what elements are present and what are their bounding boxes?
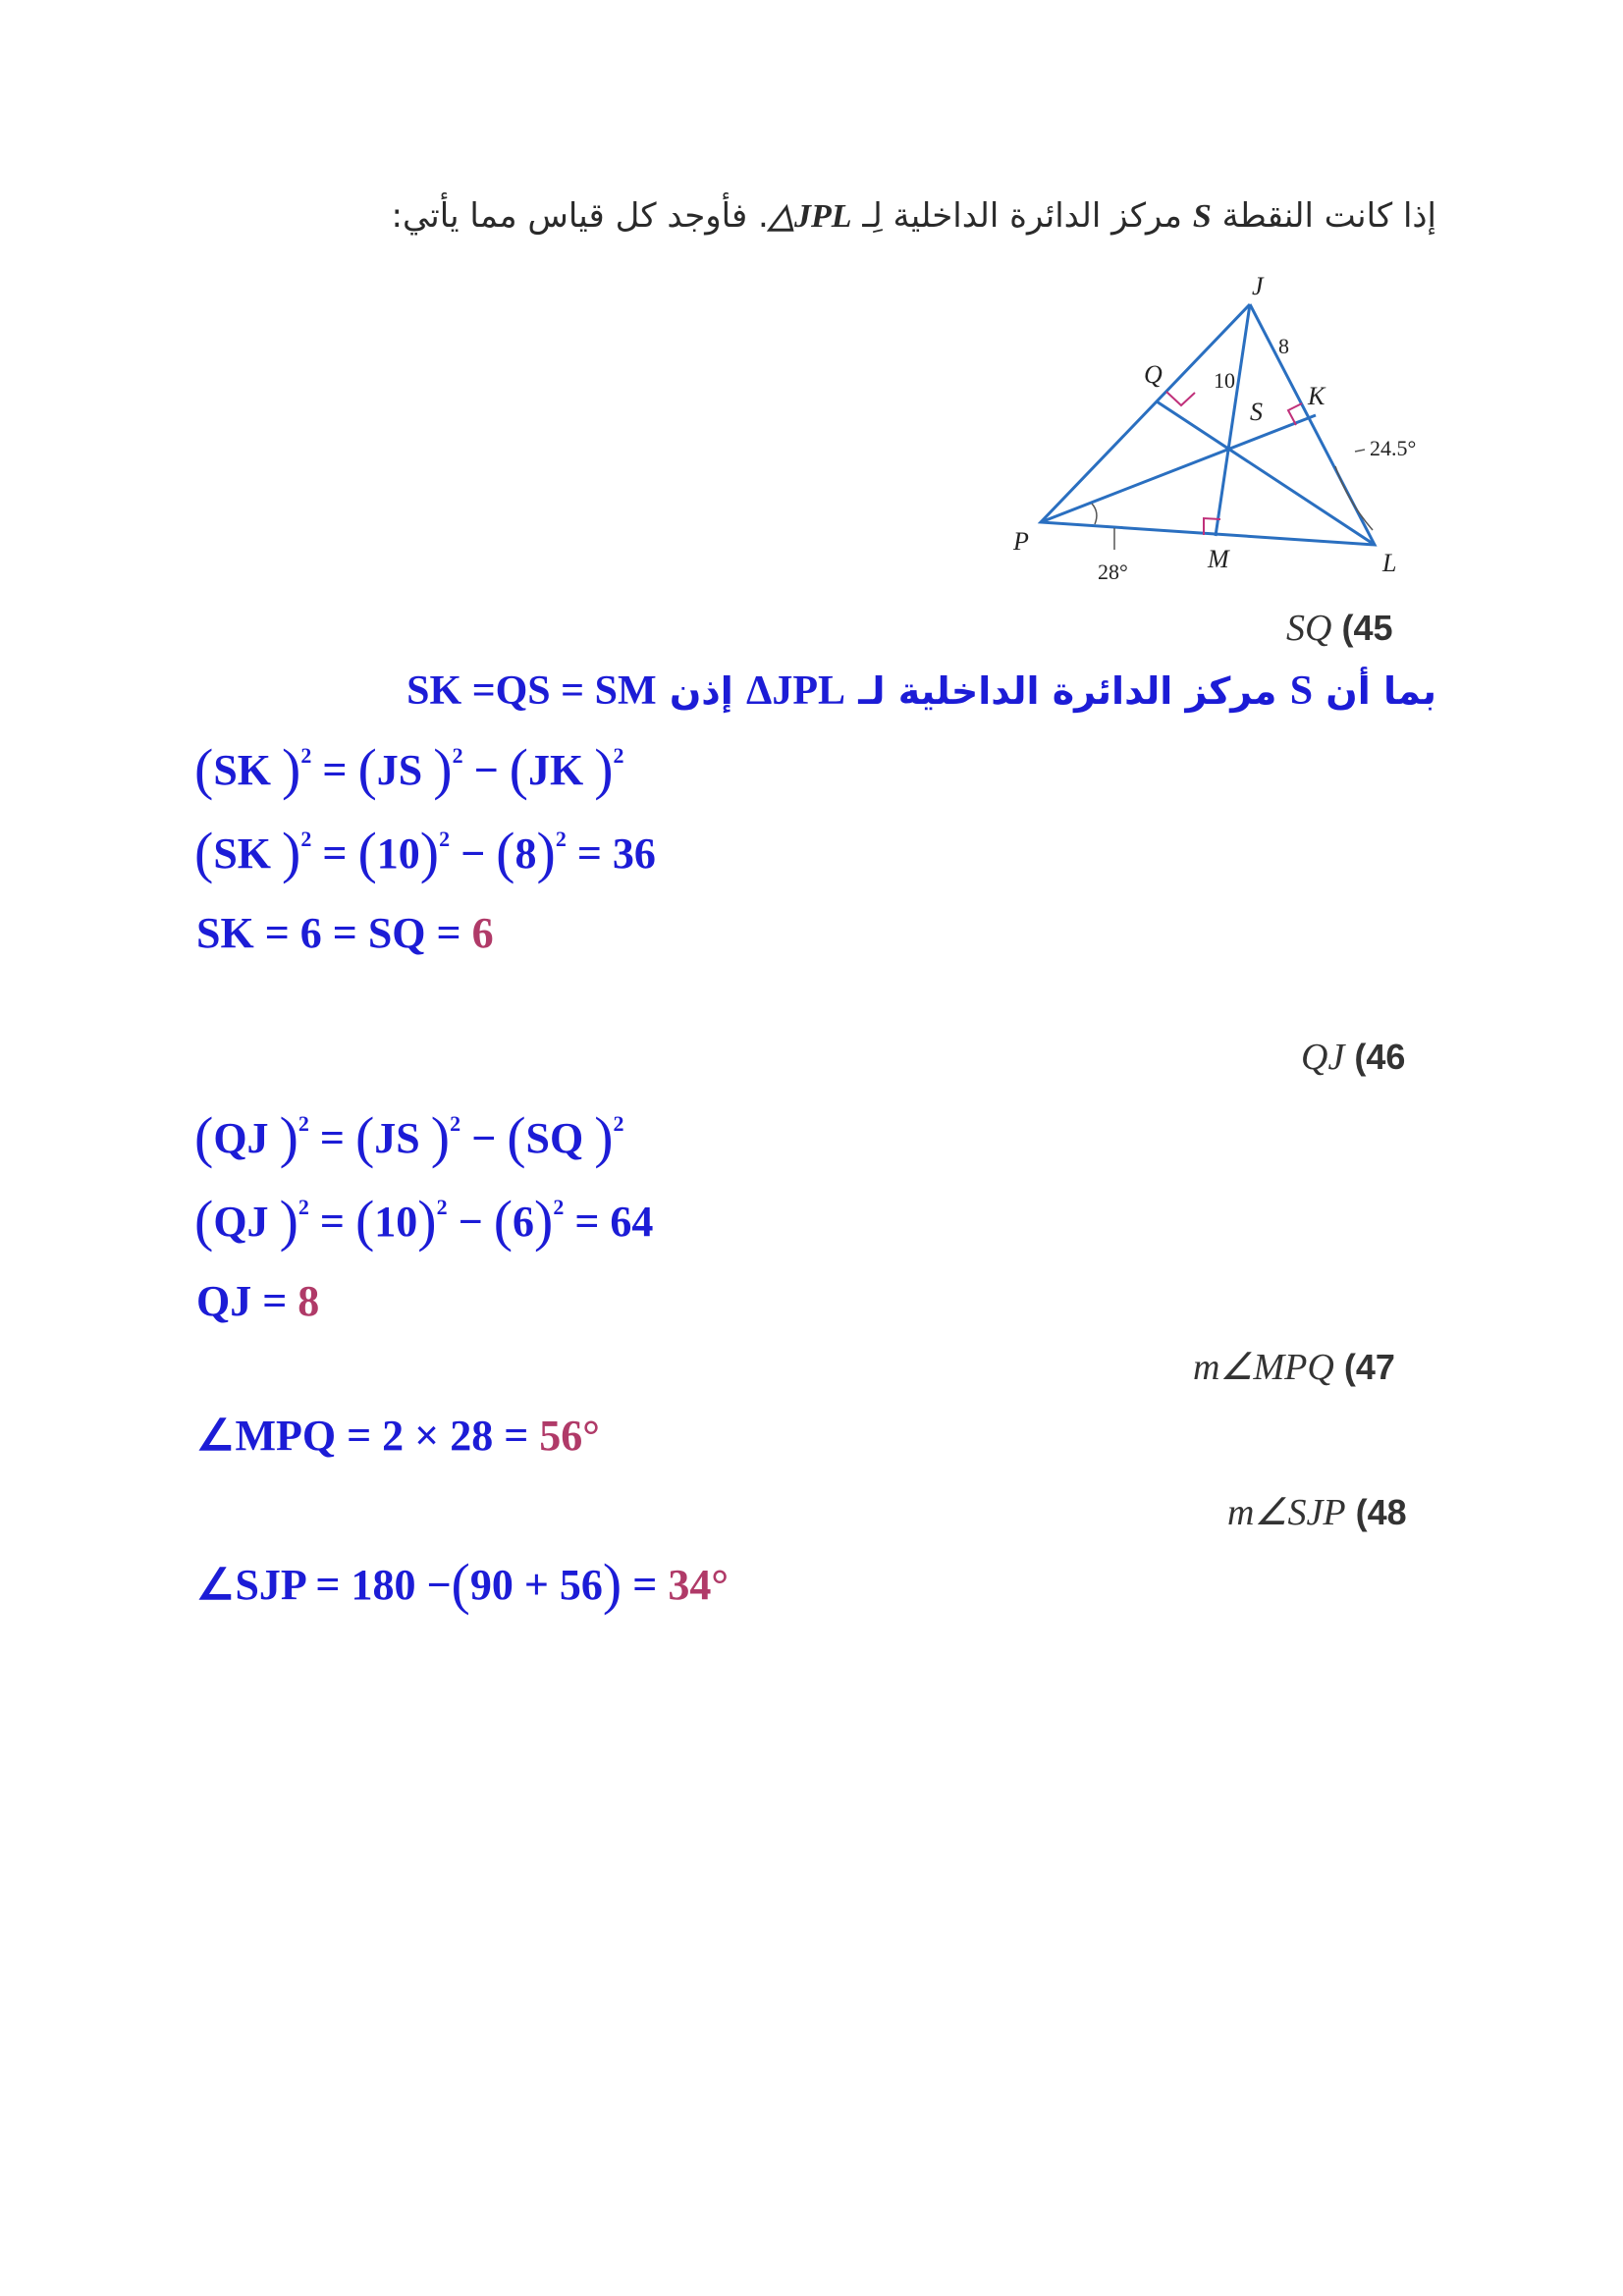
q48-work-a: ∠SJP = 180 − — [196, 1561, 452, 1609]
q46-l1-c: SQ — [525, 1114, 584, 1162]
q46-line-3 — [196, 1276, 319, 1326]
q45-label — [1286, 607, 1393, 650]
exp: 2 — [300, 827, 312, 851]
q48-target: m∠SJP — [1227, 1492, 1346, 1533]
q45-l1-a: SK — [213, 746, 272, 794]
q48-label — [1227, 1490, 1407, 1534]
arc-l — [1335, 466, 1373, 530]
measure-jk: 8 — [1278, 334, 1289, 358]
q48-work-c: = — [632, 1561, 658, 1609]
q45-line-1: (SK )$^2$ = (JS )$^2$ − (JK )$^2$ — [194, 737, 624, 801]
q46-l2-b: 10 — [374, 1198, 418, 1246]
q48-number: (48 — [1355, 1492, 1407, 1532]
measure-angle-p: 28° — [1098, 560, 1128, 584]
measure-angle-l: 24.5° — [1370, 436, 1417, 460]
q48-work-b: 90 + 56 — [469, 1561, 603, 1609]
q47-work-text: ∠MPQ = 2 × 28 = — [196, 1412, 529, 1460]
q47-target: m∠MPQ — [1193, 1347, 1334, 1388]
triangle-outline — [1041, 304, 1375, 545]
q46-number: (46 — [1354, 1037, 1406, 1077]
q46-l1-a: QJ — [213, 1114, 269, 1162]
q46-l2-a: QJ — [213, 1198, 269, 1246]
bisector-p — [1041, 415, 1316, 522]
header-text-2: مركز الدائرة الداخلية لِـ — [862, 196, 1183, 236]
exp: 2 — [300, 743, 312, 768]
label-p: P — [1013, 527, 1029, 556]
label-l: L — [1382, 549, 1397, 577]
q46-label — [1301, 1036, 1405, 1079]
exp: 2 — [298, 1111, 309, 1136]
stmt-triangle: ΔJPL — [746, 668, 846, 714]
q47-label — [1193, 1345, 1395, 1389]
q46-line-2: (QJ )$^2 = (10)^2 - (6)^2 = 64$ — [194, 1189, 654, 1253]
q46-target: QJ — [1301, 1037, 1345, 1078]
label-j: J — [1252, 272, 1264, 300]
q45-number: (45 — [1341, 608, 1393, 648]
q45-l2-a: SK — [213, 829, 272, 878]
q47-work — [196, 1411, 600, 1461]
stmt-text-1: بما أن — [1325, 669, 1436, 713]
q46-l3-text: QJ = — [196, 1277, 288, 1325]
q46-l2-c: 6 — [513, 1198, 535, 1246]
arc-p — [1092, 504, 1097, 524]
q45-l2-c: 8 — [514, 829, 537, 878]
right-angle-q — [1166, 392, 1195, 405]
q45-target: SQ — [1286, 608, 1332, 649]
q45-l1-c: JK — [527, 746, 584, 794]
exp: 2 — [555, 827, 567, 851]
q47-number: (47 — [1343, 1347, 1395, 1387]
header-text-1: إذا كانت النقطة — [1221, 196, 1436, 236]
exp: 2 — [613, 1111, 624, 1136]
q45-line-2: (SK )$^2 = (10)^2 - (8)^2 = 36$ — [194, 821, 656, 884]
exp: 2 — [553, 1195, 565, 1219]
stmt-s: S — [1289, 668, 1314, 714]
q46-l1-b: JS — [374, 1114, 420, 1162]
header-var-s: S — [1192, 198, 1212, 235]
header-text-3: . فأوجد كل قياس مما يأتي: — [391, 196, 769, 236]
exp: 2 — [452, 743, 463, 768]
q48-work: ∠SJP = 180 −(90 + 56) = 34° — [196, 1552, 729, 1616]
exp: 2 — [613, 743, 624, 768]
q45-l2-b: 10 — [376, 829, 420, 878]
exp: 2 — [298, 1195, 309, 1219]
q45-answer: 6 — [471, 909, 494, 957]
label-k: K — [1308, 382, 1325, 410]
stmt-text-2: مركز الدائرة الداخلية لـ — [858, 669, 1277, 713]
leader-245 — [1355, 450, 1365, 452]
label-m: M — [1208, 545, 1229, 573]
label-q: Q — [1144, 360, 1163, 389]
q45-line-3 — [196, 908, 494, 958]
stmt-text-3: إذن — [669, 669, 733, 713]
q47-answer: 56° — [539, 1412, 600, 1460]
bisector-j — [1216, 304, 1250, 536]
measure-js: 10 — [1214, 368, 1235, 393]
q45-l1-b: JS — [376, 746, 423, 794]
q45-l2-result: = 36 — [576, 829, 656, 878]
label-s: S — [1250, 398, 1263, 426]
exp: 2 — [450, 1111, 461, 1136]
stmt-equality: SK =QS = SM — [406, 668, 657, 714]
q46-answer: 8 — [298, 1277, 320, 1325]
triangle-figure — [1001, 265, 1453, 599]
bisector-l — [1157, 401, 1375, 545]
q46-l2-result: = 64 — [574, 1198, 654, 1246]
q45-statement — [406, 667, 1436, 715]
q46-line-1: (QJ )$^2$ = (JS )$^2$ − (SQ )$^2$ — [194, 1105, 624, 1169]
exp: 2 — [436, 1195, 448, 1219]
q45-l3-text: SK = 6 = SQ = — [196, 909, 461, 957]
q48-answer: 34° — [668, 1561, 729, 1609]
exp: 2 — [439, 827, 451, 851]
problem-statement — [392, 196, 1437, 236]
header-triangle: △JPL — [768, 198, 852, 235]
